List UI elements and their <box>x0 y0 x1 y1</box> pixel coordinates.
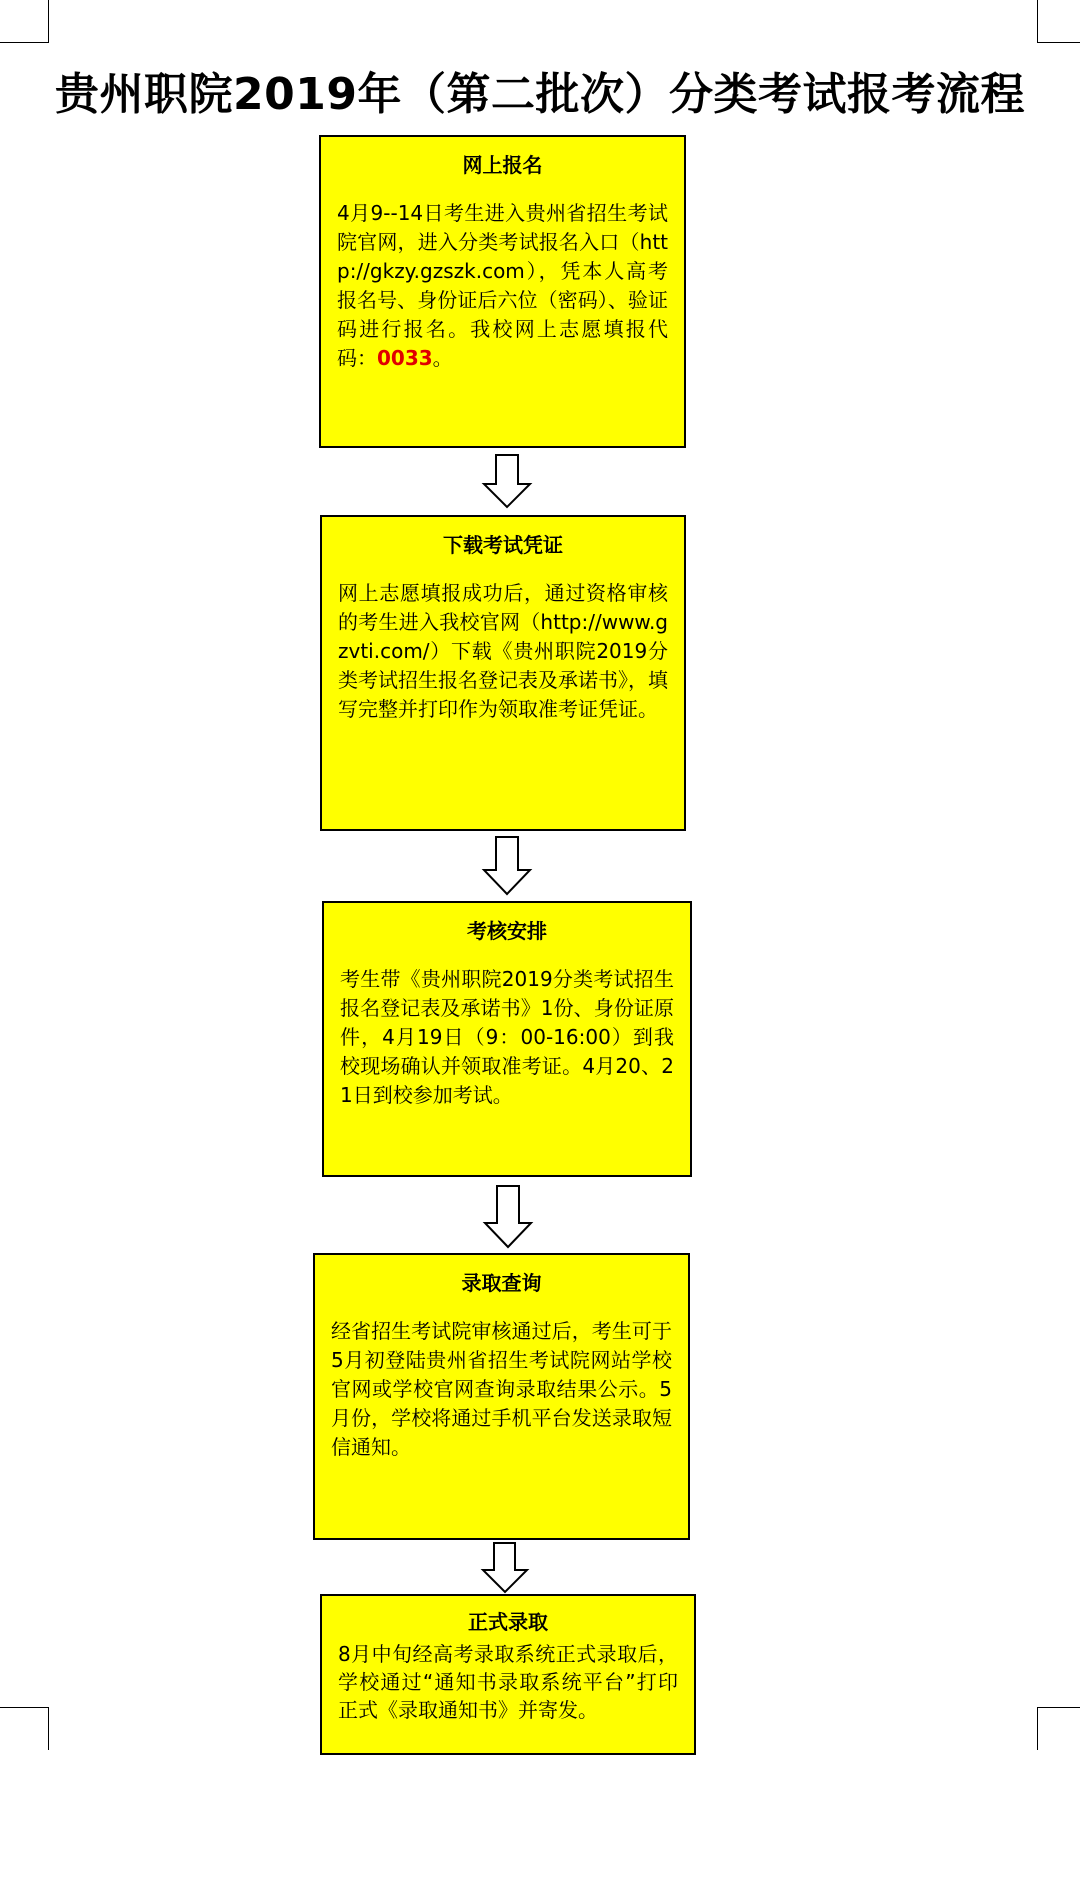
step-description: 经省招生考试院审核通过后，考生可于5月初登陆贵州省招生考试院网站学校官网或学校官网查询录取结果公示。5月份，学校将通过手机平台发送录取短信通知。 <box>331 1319 672 1459</box>
down-arrow-icon <box>482 836 532 896</box>
step-title: 下载考试凭证 <box>443 533 563 557</box>
step-online-registration <box>319 135 686 448</box>
page-title: 贵州职院2019年（第二批次）分类考试报考流程 <box>55 69 1025 120</box>
down-arrow-icon <box>482 454 532 509</box>
step-title: 正式录取 <box>468 1610 548 1634</box>
step-body-tail: 。 <box>432 346 453 370</box>
step-title: 录取查询 <box>461 1271 542 1295</box>
application-code: 0033 <box>377 346 433 370</box>
crop-mark-top-left <box>0 0 49 43</box>
step-description: 网上志愿填报成功后，通过资格审核的考生进入我校官网（http://www.gzvti.com/）下载《贵州职院2019分类考试招生报名登记表及承诺书》，填写完整并打印作为领取准考证凭证。 <box>338 581 668 721</box>
crop-mark-bottom-left <box>0 1707 49 1750</box>
step-description <box>337 199 668 373</box>
step-title: 网上报名 <box>462 153 543 177</box>
down-arrow-icon <box>481 1542 529 1594</box>
crop-mark-bottom-right <box>1037 1707 1080 1750</box>
step-description: 8月中旬经高考录取系统正式录取后，学校通过“通知书录取系统平台”打印正式《录取通知书》并寄发。 <box>338 1642 678 1722</box>
step-download-certificate <box>320 515 686 831</box>
crop-mark-top-right <box>1037 0 1080 43</box>
step-description: 考生带《贵州职院2019分类考试招生报名登记表及承诺书》1份、身份证原件，4月19日（9：00-16:00）到我校现场确认并领取准考证。4月20、21日到校参加考试。 <box>340 967 674 1107</box>
step-title: 考核安排 <box>467 919 547 943</box>
step-body-text: 4月9--14日考生进入贵州省招生考试院官网，进入分类考试报名入口（http://gkzy.gzszk.com），凭本人高考报名号、身份证后六位（密码）、验证码进行报名。我校网上志愿填报代码： <box>337 201 668 370</box>
down-arrow-icon <box>483 1185 533 1249</box>
step-official-admission <box>320 1594 696 1755</box>
step-admission-inquiry <box>313 1253 690 1540</box>
step-exam-arrangement <box>322 901 692 1177</box>
